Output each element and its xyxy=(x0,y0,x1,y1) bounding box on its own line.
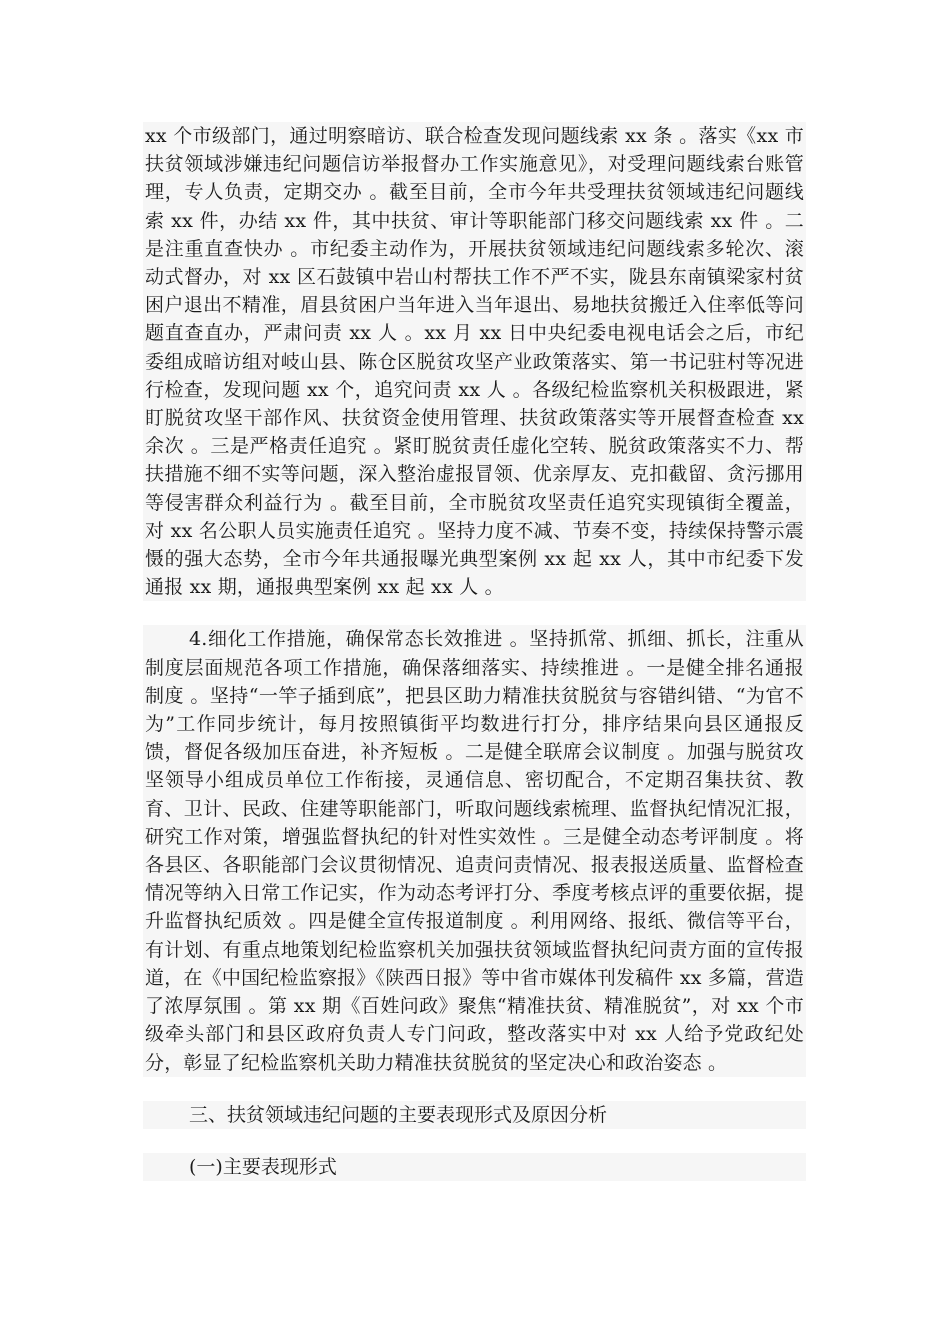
body-paragraph-1: xx 个市级部门，通过明察暗访、联合检查发现问题线索 xx 条 。落实《xx 市扶贫领域涉嫌违纪问题信访举报督办工作实施意见》，对受理问题线索台账管理，专人负责，定期交办 。截至目前，全市今年共受理扶贫领域违纪问题线索 xx 件，办结 xx 件，其中扶贫、审计等职能部门移交问题线索 xx 件 。二是注重直查快办 。市纪委主动作为，开展扶贫领域违纪问题线索多轮次、滚动式督办，对 xx 区石鼓镇中岩山村帮扶工作不严不实，陇县东南镇梁家村贫困户退出不精准，眉县贫困户当年进入当年退出、易地扶贫搬迁入住率低等问题直查直办，严肃问责 xx 人 。xx 月 xx 日中央纪委电视电话会之后，市纪委组成暗访组对岐山县、陈仓区脱贫攻坚产业政策落实、第一书记驻村等况进行检查，发现问题 xx 个，追究问责 xx 人 。各级纪检监察机关积极跟进，紧盯脱贫攻坚干部作风、扶贫资金使用管理、扶贫政策落实等开展督查检查 xx 余次 。三是严格责任追究 。紧盯脱贫责任虚化空转、脱贫政策落实不力、帮扶措施不细不实等问题，深入整治虚报冒领、优亲厚友、克扣截留、贪污挪用等侵害群众利益行为 。截至目前，全市脱贫攻坚责任追究实现镇街全覆盖，对 xx 名公职人员实施责任追究 。坚持力度不减、节奏不变，持续保持警示震慑的强大态势，全市今年共通报曝光典型案例 xx 起 xx 人，其中市纪委下发通报 xx 期，通报典型案例 xx 起 xx 人 。 xyxy=(143,122,806,601)
paragraph-gap xyxy=(143,1077,806,1101)
document-body xyxy=(143,122,806,1181)
paragraph-gap xyxy=(143,601,806,625)
subsection-heading: (一)主要表现形式 xyxy=(143,1153,806,1181)
body-paragraph-2: 4.细化工作措施，确保常态长效推进 。坚持抓常、抓细、抓长，注重从制度层面规范各项工作措施，确保落细落实、持续推进 。一是健全排名通报制度 。坚持“一竿子插到底”，把县区助力精准扶贫脱贫与容错纠错、“为官不为”工作同步统计，每月按照镇街平均数进行打分，排序结果向县区通报反馈，督促各级加压奋进，补齐短板 。二是健全联席会议制度 。加强与脱贫攻坚领导小组成员单位工作衔接，灵通信息、密切配合，不定期召集扶贫、教育、卫计、民政、住建等职能部门，听取问题线索梳理、监督执纪情况汇报，研究工作对策，增强监督执纪的针对性实效性 。三是健全动态考评制度 。将各县区、各职能部门会议贯彻情况、追责问责情况、报表报送质量、监督检查情况等纳入日常工作记实，作为动态考评打分、季度考核点评的重要依据，提升监督执纪质效 。四是健全宣传报道制度 。利用网络、报纸、微信等平台，有计划、有重点地策划纪检监察机关加强扶贫领域监督执纪问责方面的宣传报道，在《中国纪检监察报》《陕西日报》等中省市媒体刊发稿件 xx 多篇，营造了浓厚氛围 。第 xx 期《百姓问政》聚焦“精准扶贫、精准脱贫”，对 xx 个市级牵头部门和县区政府负责人专门问政，整改落实中对 xx 人给予党政纪处分，彰显了纪检监察机关助力精准扶贫脱贫的坚定决心和政治姿态 。 xyxy=(143,625,806,1076)
paragraph-gap xyxy=(143,1129,806,1153)
section-heading: 三、扶贫领域违纪问题的主要表现形式及原因分析 xyxy=(143,1101,806,1129)
